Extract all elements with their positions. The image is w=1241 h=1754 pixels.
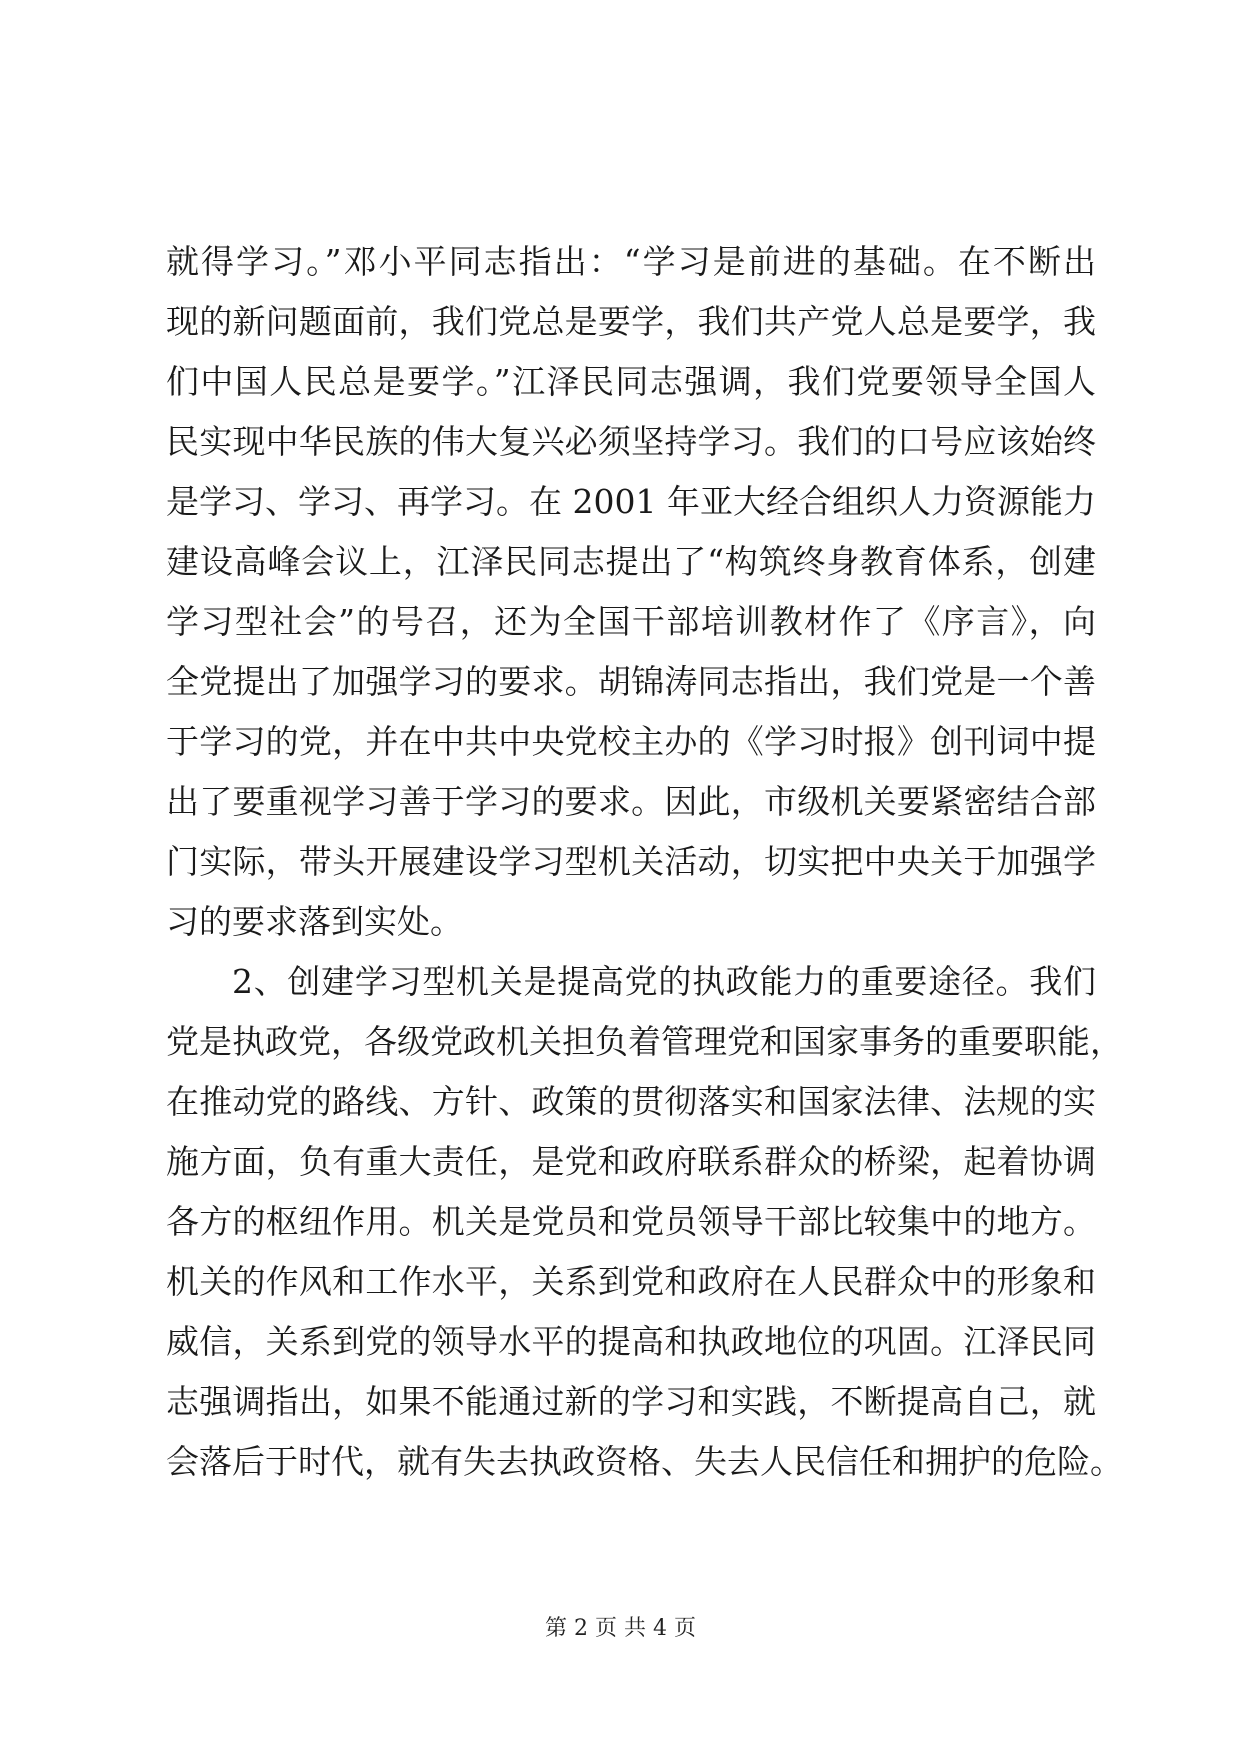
paragraph-2 [166, 952, 1123, 1492]
text-line: 全党提出了加强学习的要求。胡锦涛同志指出，我们党是一个善 [166, 662, 1096, 701]
paragraph-1 [166, 232, 1096, 952]
text-line: 出了要重视学习善于学习的要求。因此，市级机关要紧密结合部 [166, 782, 1096, 821]
text-line: 是学习、学习、再学习。在 2001 年亚大经合组织人力资源能力 [166, 482, 1096, 521]
text-line: 民实现中华民族的伟大复兴必须坚持学习。我们的口号应该始终 [166, 422, 1096, 461]
text-line: 学习型社会”的号召，还为全国干部培训教材作了《序言》，向 [166, 602, 1096, 641]
text-line: 会落后于时代，就有失去执政资格、失去人民信任和拥护的危险。 [166, 1442, 1123, 1481]
text-line: 在推动党的路线、方针、政策的贯彻落实和国家法律、法规的实 [166, 1082, 1096, 1121]
text-line: 于学习的党，并在中共中央党校主办的《学习时报》创刊词中提 [166, 722, 1096, 761]
text-line: 习的要求落到实处。 [166, 902, 463, 941]
page-number-footer: 第 2 页 共 4 页 [545, 1616, 696, 1641]
text-line: 党是执政党，各级党政机关担负着管理党和国家事务的重要职能， [166, 1022, 1123, 1061]
text-line: 门实际，带头开展建设学习型机关活动，切实把中央关于加强学 [166, 842, 1096, 881]
document-body [166, 232, 1123, 1492]
text-line: 现的新问题面前，我们党总是要学，我们共产党人总是要学，我 [166, 302, 1096, 341]
text-line: 志强调指出，如果不能通过新的学习和实践，不断提高自己，就 [166, 1382, 1096, 1421]
text-line: 各方的枢纽作用。机关是党员和党员领导干部比较集中的地方。 [166, 1202, 1096, 1241]
text-line: 就得学习。”邓小平同志指出：“学习是前进的基础。在不断出 [166, 242, 1096, 281]
text-line: 们中国人民总是要学。”江泽民同志强调，我们党要领导全国人 [166, 362, 1096, 401]
text-line: 机关的作风和工作水平，关系到党和政府在人民群众中的形象和 [166, 1262, 1096, 1301]
text-line: 建设高峰会议上，江泽民同志提出了“构筑终身教育体系，创建 [166, 542, 1096, 581]
text-line: 施方面，负有重大责任，是党和政府联系群众的桥梁，起着协调 [166, 1142, 1096, 1181]
text-line: 威信，关系到党的领导水平的提高和执政地位的巩固。江泽民同 [166, 1322, 1096, 1361]
text-line: 2、创建学习型机关是提高党的执政能力的重要途径。我们 [232, 962, 1096, 1001]
